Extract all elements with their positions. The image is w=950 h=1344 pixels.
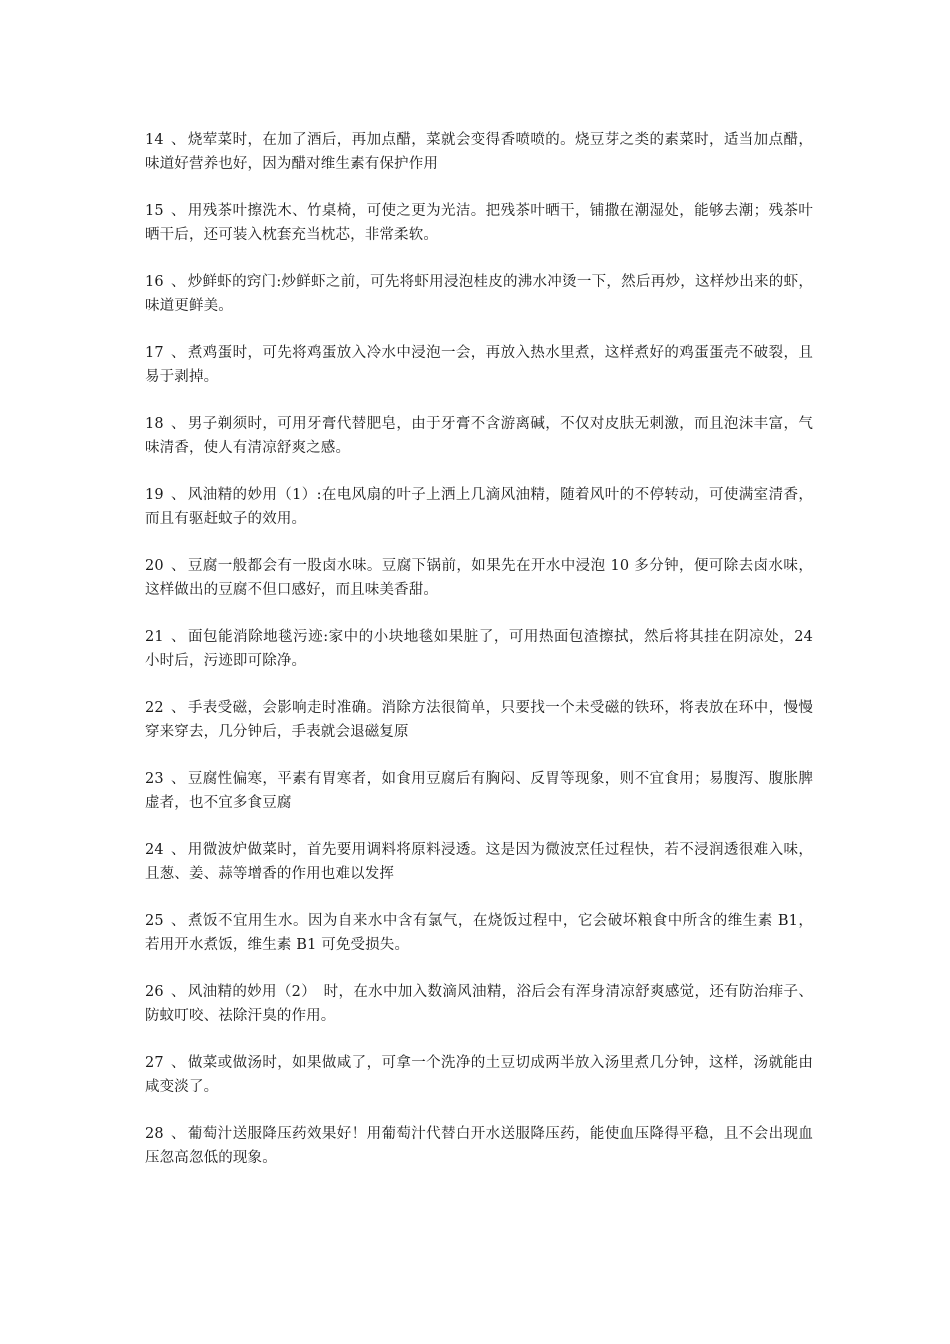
tip-text: 豆腐性偏寒，平素有胃寒者，如食用豆腐后有胸闷、反胃等现象，则不宜食用；易腹泻、腹胀脾虚者，也不宜多食豆腐 xyxy=(145,771,813,811)
tip-item xyxy=(145,412,813,460)
tip-separator: 、 xyxy=(171,487,186,503)
tip-separator: 、 xyxy=(171,771,186,787)
tip-text: 手表受磁，会影响走时准确。消除方法很简单，只要找一个未受磁的铁环，将表放在环中，慢慢穿来穿去，几分钟后，手表就会退磁复原 xyxy=(145,700,813,740)
tip-item xyxy=(145,483,813,531)
tip-separator: 、 xyxy=(171,913,186,929)
tip-number: 21 xyxy=(145,629,164,645)
tip-number: 23 xyxy=(145,771,164,787)
tip-text: 煮鸡蛋时，可先将鸡蛋放入冷水中浸泡一会，再放入热水里煮，这样煮好的鸡蛋蛋壳不破裂，且易于剥掉。 xyxy=(145,345,813,385)
tip-number: 16 xyxy=(145,274,164,290)
tip-text: 风油精的妙用（1）:在电风扇的叶子上洒上几滴风油精，随着风叶的不停转动，可使满室清香，而且有驱赶蚊子的效用。 xyxy=(145,487,813,527)
tip-text: 豆腐一般都会有一股卤水味。豆腐下锅前，如果先在开水中浸泡 10 多分钟，便可除去卤水味，这样做出的豆腐不但口感好，而且味美香甜。 xyxy=(145,558,813,598)
tip-item xyxy=(145,625,813,673)
tip-item xyxy=(145,767,813,815)
tip-text: 面包能消除地毯污迹:家中的小块地毯如果脏了，可用热面包渣擦拭，然后将其挂在阴凉处，24 小时后，污迹即可除净。 xyxy=(145,629,813,669)
tips-list xyxy=(145,128,813,1193)
tip-number: 17 xyxy=(145,345,164,361)
tip-text: 葡萄汁送服降压药效果好！用葡萄汁代替白开水送服降压药，能使血压降得平稳，且不会出现血压忽高忽低的现象。 xyxy=(145,1126,813,1166)
tip-number: 14 xyxy=(145,132,164,148)
tip-text: 男子剃须时，可用牙膏代替肥皂，由于牙膏不含游离碱，不仅对皮肤无刺激，而且泡沫丰富，气味清香，使人有清凉舒爽之感。 xyxy=(145,416,813,456)
tip-text: 炒鲜虾的窍门:炒鲜虾之前，可先将虾用浸泡桂皮的沸水冲烫一下，然后再炒，这样炒出来的虾，味道更鲜美。 xyxy=(145,274,813,314)
tip-separator: 、 xyxy=(171,132,186,148)
tip-item xyxy=(145,838,813,886)
tip-item xyxy=(145,980,813,1028)
tip-number: 22 xyxy=(145,700,164,716)
tip-separator: 、 xyxy=(171,629,186,645)
tip-number: 19 xyxy=(145,487,164,503)
tip-number: 28 xyxy=(145,1126,164,1142)
tip-separator: 、 xyxy=(171,1055,186,1071)
tip-separator: 、 xyxy=(171,984,186,1000)
tip-text: 用微波炉做菜时，首先要用调料将原料浸透。这是因为微波烹任过程快，若不浸润透很难入味，且葱、姜、蒜等增香的作用也难以发挥 xyxy=(145,842,813,882)
tip-item xyxy=(145,909,813,957)
tip-item xyxy=(145,696,813,744)
tip-number: 25 xyxy=(145,913,164,929)
tip-number: 26 xyxy=(145,984,164,1000)
tip-item xyxy=(145,128,813,176)
tip-item xyxy=(145,199,813,247)
tip-separator: 、 xyxy=(171,700,186,716)
tip-separator: 、 xyxy=(171,1126,186,1142)
tip-text: 风油精的妙用（2） 时，在水中加入数滴风油精，浴后会有浑身清凉舒爽感觉，还有防治痱子、防蚊叮咬、祛除汗臭的作用。 xyxy=(145,984,813,1024)
tip-separator: 、 xyxy=(171,416,186,432)
tip-number: 18 xyxy=(145,416,164,432)
tip-item xyxy=(145,1051,813,1099)
tip-separator: 、 xyxy=(171,558,186,574)
tip-text: 用残茶叶擦洗木、竹桌椅，可使之更为光洁。把残茶叶晒干，铺撒在潮湿处，能够去潮；残茶叶晒干后，还可装入枕套充当枕芯，非常柔软。 xyxy=(145,203,813,243)
tip-separator: 、 xyxy=(171,203,186,219)
tip-number: 24 xyxy=(145,842,164,858)
tip-item xyxy=(145,554,813,602)
document-page xyxy=(145,0,813,1344)
tip-separator: 、 xyxy=(171,842,186,858)
tip-text: 煮饭不宜用生水。因为自来水中含有氯气，在烧饭过程中，它会破坏粮食中所含的维生素 B1，若用开水煮饭，维生素 B1 可免受损失。 xyxy=(145,913,813,953)
tip-number: 27 xyxy=(145,1055,164,1071)
tip-number: 15 xyxy=(145,203,164,219)
tip-separator: 、 xyxy=(171,274,186,290)
tip-text: 做菜或做汤时，如果做咸了，可拿一个洗净的土豆切成两半放入汤里煮几分钟，这样，汤就能由咸变淡了。 xyxy=(145,1055,813,1095)
tip-item xyxy=(145,341,813,389)
tip-text: 烧荤菜时，在加了酒后，再加点醋，菜就会变得香喷喷的。烧豆芽之类的素菜时，适当加点醋，味道好营养也好，因为醋对维生素有保护作用 xyxy=(145,132,813,172)
tip-item xyxy=(145,270,813,318)
tip-number: 20 xyxy=(145,558,164,574)
tip-item xyxy=(145,1122,813,1170)
tip-separator: 、 xyxy=(171,345,186,361)
